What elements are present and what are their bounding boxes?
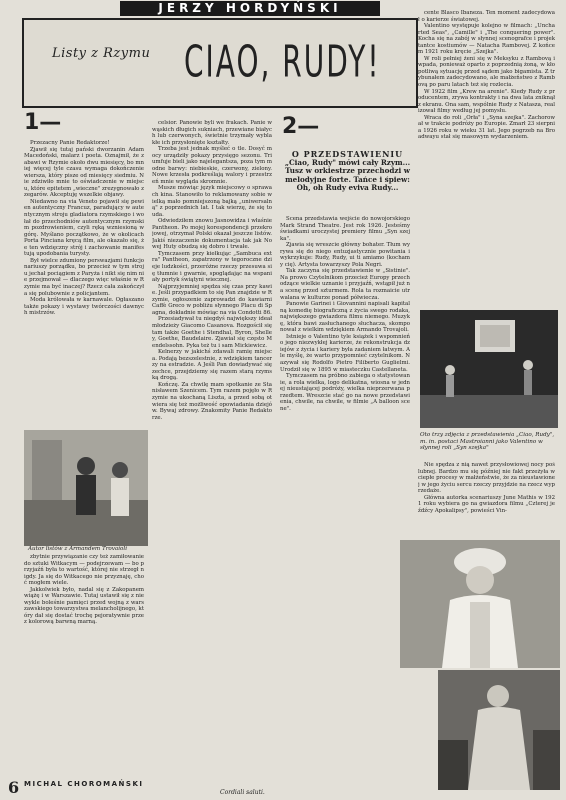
paragraph: Tymczasem przy kiełkując „Sambuca extra" Pantheon, zapatrzony w tegoroczne dzieje ludzkości, przeróżne rzeczy przesuwa się tłumnie i gwarnie, spoglądając na wspaniały portyk świątyni wiecznej. <box>152 250 272 284</box>
paragraph: Kelnerzy w jakichś zdawali ramię miejsca. Podają bezszelestnie, z wdziękiem tancerzy na estradzie. A Jeśli Pan dowiadywać się zechce, przejdziemy się razem starą rzymską drogą. <box>152 349 272 382</box>
column-2 <box>152 120 272 788</box>
paragraph: Wraca do roli „Orła" i „Syna szejka". Zachorował w trakcie podróży po Europie. Zmarł 23 sierpnia 1926 roku w wieku 31 lat. Jego pogrzeb na Broadwayu stał się masowym wydarzeniem. <box>418 114 555 141</box>
paragraph: Scena przedstawia wejście do nowojorskiego Mark Strand Theatre. Jest rok 1926. Jesteśmy świadkami uroczystej premiery filmu „Syn szejka". <box>280 216 410 242</box>
paragraph: W roli pełniej żeni się w Meksyku z Rambovą i wpada, ponieważ oparto z poprzednią żoną, w kłopotliwą sytuację przed sądem jako bigamista. Z trybunałem zadecydowano, ale małżeństwo z Rambovą po paru latach też się rozlecia. <box>418 55 555 89</box>
page-number: 6 <box>8 778 20 797</box>
paragraph: Panowie Garinei i Giovannini napisali kapitalną komedię biograficzną z życia swego rodaka, największego gwiazdora filmu niemego. Muzykę, która bawi zasłuchanego słuchacza, skomponował z wielkim wdziękiem Armando Trovajoli. <box>280 301 410 334</box>
photo-author-trovaioli <box>24 430 148 546</box>
paragraph: W 1922 film „Krew na arenie". Kiedy Rudy z producentem, zrywa kontrakty i na dwa lata zniknął z ekranu. Ona sam, wspólnie Rudy z Natasza, realizował filmy według jej pomysłu. <box>418 88 555 115</box>
column-1-continued <box>24 554 144 776</box>
paragraph: zbytnie przywiązanie czy też zamiłowanie do sztuki Witkacym — podejrzewam — bo przyjaźń była to wartość, której nie strzegł nigdy. Ja się do Witkacego nie przyznaję, choć mogłem wiele. <box>24 554 144 587</box>
dancers-photo-illustration <box>438 670 560 790</box>
section-number-two: 2— <box>282 114 320 139</box>
paragraph: Niedawno na via Veneto pojawił się pewien autentyczny Francuz, paradujący w autentycznym stroju gladiatora rzymskiego i wołał do przechodniów autentycznym rzymskim pozdrowieniem, czyli ręką wzniesioną w górę. Myślano początkowo, że w okolicach Porta Pinciana kręcą film, ale okazało się, że ten wdzięczny strój i zachowanie manifestują upodobania turysty. <box>24 198 144 258</box>
article-title: CIAO, RUDY! <box>184 36 381 88</box>
paragraph: cente Blasco Ibaneza. Ten moment zadecydował o karierze światowej. <box>418 10 555 23</box>
paragraph: Kończę. Za chwilę mam spotkanie ze Stanisławem Szenicem. Tym razem pojęło w Rzymie na ukochaną Liszta, a przed sobą otwiera się też możliwość opowiadania dziejów. Bywaj zdrowy. Znakomity Panie Redaktorze. <box>152 381 272 421</box>
photo-stage-scene <box>420 310 558 428</box>
section-headline <box>280 150 415 193</box>
paragraph: Zjawił się tutaj pański dworzanin Adam Macedoński, malarz i poeta. Oznajmił, że zabawi w Rzymie około dwu miesięcy, bo mniej więcej tyle czasu wymaga dokończenie wiersza, który pisze od miesięcy siedmiu. Nie zdziwiło mnie to oświadczenie w miejscu, które epitetem „wieczne" zrezygnowało z zegarów. Akceptuję wszelkie objawy. <box>24 146 144 199</box>
paragraph: Istnieje o Valentino tyle książek i wspomnień o jego niezwykłej karierze, że rekonstrukcja dziejów z życia i kariery była zadaniem łatwym. Ale myślę, że warto przypomnieć czytelnikom. Nazywał się Rodolfo Pietro Filiberto Guglielmi. Urodził się w 1895 w miasteczku Castellaneta. <box>280 333 410 373</box>
author-byline: JERZY HORDYŃSKI <box>120 1 380 16</box>
paragraph: Tak zaczyna się przedstawienie w „Sistinie". Na prowo Czytelnikom przecież Europy przechodzące wielkie uznanie i przyjaźń, wstąpił już na scenę przed szturmem. Rola ta rozmaicie utrwalana w kulturze ponad półwiecza. <box>280 268 410 301</box>
column-1 <box>24 140 144 425</box>
photo-valentino-dancers <box>438 670 560 790</box>
closing-salutation: Cordiali saluti. <box>220 789 265 796</box>
paragraph: Główna autorka scenariuszy June Mathis w 1921 roku wybiera go na gwiazdora filmu „Czterej jeźdźcy Apokalipsy", powieści Vin- <box>418 494 555 514</box>
paragraph: Tymczasem na próbno zabiega o statystowanie, a rola wielka, logo delikatna, wiosna w jednej nieustającej podróży, wielka nieprzerwana przedtem. Wreszcie stać go na nowe przedstawienia, chwile, na chwile, w filmie „A balloon scene". <box>280 373 410 412</box>
paragraph: Jakkolwiek było, nadal się z Zakopanem wiążę i w Warszawie. Tutaj ustawił się z niewykle boleśnie pamięci przed wojną z warszawskiego towarzystwa melancholijnego, który dał się dostać trochę pejoratywnie przez kolorową barwną marną. <box>24 586 144 626</box>
paragraph: Przesiadywał tu niegdyś największy ideał młodzieży Giacomo Casanova. Rozgościł się tam także Goethe i Stendhal, Byron, Shelley, Goethe, Baudelaire. Zjawiał się często Mendelssohn. Pyka też tu i sam Mickiewicz. <box>152 316 272 349</box>
section-number-one: 1— <box>24 110 62 135</box>
caption-left: Autor listów z Armandem Trovaioli <box>28 546 127 552</box>
headline-kicker: O PRZEDSTAWIENIU <box>291 149 404 159</box>
paragraph: Valentino występuje kolejno w filmach: „Uncharted Seas", „Camille" i „The conquering power". Kocha się na zabój w słynnej scenografce i projektantce kostiumów — Natacha Rambovej. Z końcem 1921 roku kręcie „Szejka". <box>418 23 555 56</box>
photo-mastroianni-sheik <box>400 540 560 668</box>
paragraph: Odwiedziłem znowu Jasnowidza i właśnie Pantheon. Po mojej korespondencji przekrojowej, otrzymał Polski okazał jeszcze listów. Jakiś niezaczenie dokumentacja tak jak Nowej Huty obudzą się dobro i trwałe. <box>152 218 272 251</box>
paragraph: Trzeba jest jednak myśleć o tle. Dosyć mocy urządziły pokazy przysięgo sezonu. Triumfuje bieli jako najelegantsza, poza tym modne barwy: niebieskie, czerwony, zielony. Nowe krzesła podkreślają walory i przestrzeń mnie wygląda skromnie. <box>152 146 272 185</box>
headline-body: „Ciao, Rudy" mówi cały Rzym... Tusz w orkiestrze przechodzi w melodyjne forte. Tańce i śpiew: Oh, oh Rudy eviva Rudy... <box>284 157 411 192</box>
caption-right: Oto trzy zdjęcia z przedstawienia „Ciao, Rudy", m. in. postaci Mastroianni jako Valentino w słynnej roli „Syn szejka" <box>420 432 555 452</box>
series-title: Listy z Rzymu <box>52 46 151 61</box>
paragraph: Musze mówiąc język miejscowy o sprawach kina. Stanowiło to reklamowany sobie wielką mało pomniejszoną bajką „uniwersalną" z poprzednich lat. I tak wierzę, że się to uda. <box>152 185 272 218</box>
sheik-photo-illustration <box>400 540 560 668</box>
paragraph: Najprzyjemniej spędza się czas przy kawie. Jeśli przypadkiem to się Pan znajdzie w Rzymie, ogłoszenie zaprowadzi do kawiarni Caffè Greco w pobliżu słynnego Placu di Spagna, dokładnie mówiąc na via Condotti 86. <box>152 283 272 316</box>
photo-illustration <box>24 430 148 546</box>
column-4 <box>418 10 555 310</box>
paragraph: Moda królowała w karnawale. Ogłaszano także pokazy i wystawy twórczości dawnych mistrzów. <box>24 297 144 317</box>
paragraph: celsior. Panowie byli we frakach. Panie w wąskich długich sukniach, przewiane białych lub czerwonych, świetnie trzymały wyblakłe ich przysłonięte kształty. <box>152 120 272 146</box>
column-4-continued <box>418 462 555 537</box>
stage-photo-illustration <box>420 310 558 428</box>
paragraph: Przezacny Panie Redaktorze! <box>30 140 110 146</box>
paragraph: Nie spędza z nią nawet przysłowiowej nocy poślubnej. Bardzo mu się później nie fakt przeżyła w ciepłe procesy w małżeństwie, że za nieustawionej w jego życiu sercu rzeczy przyjdzie na rzecz wyprzedaże. <box>418 462 555 495</box>
column-3 <box>280 216 410 788</box>
signature: MICHAL CHOROMAŃSKI <box>24 780 144 788</box>
paragraph: Był wielce zdumiony perswazjami funkcjonariuszy porządku, bo przecież w tym stroju jechał pociągiem z Paryża i nikt się nim nie przejmował — dlaczego więc właśnie w Rzymie ma być inaczej? Rzecz cała zakończyła się polubownie z policjantem. <box>24 257 144 297</box>
paragraph: Zjawia się wreszcie główny bohater. Tłum wyrywa się do niego entuzjastycznie powitania i wykrzykuje: Rudy, Rudy, ui ti amiamo (kochamy cię). Artysta towarzyszy Pola Negri. <box>280 242 410 268</box>
title-banner <box>22 18 418 108</box>
